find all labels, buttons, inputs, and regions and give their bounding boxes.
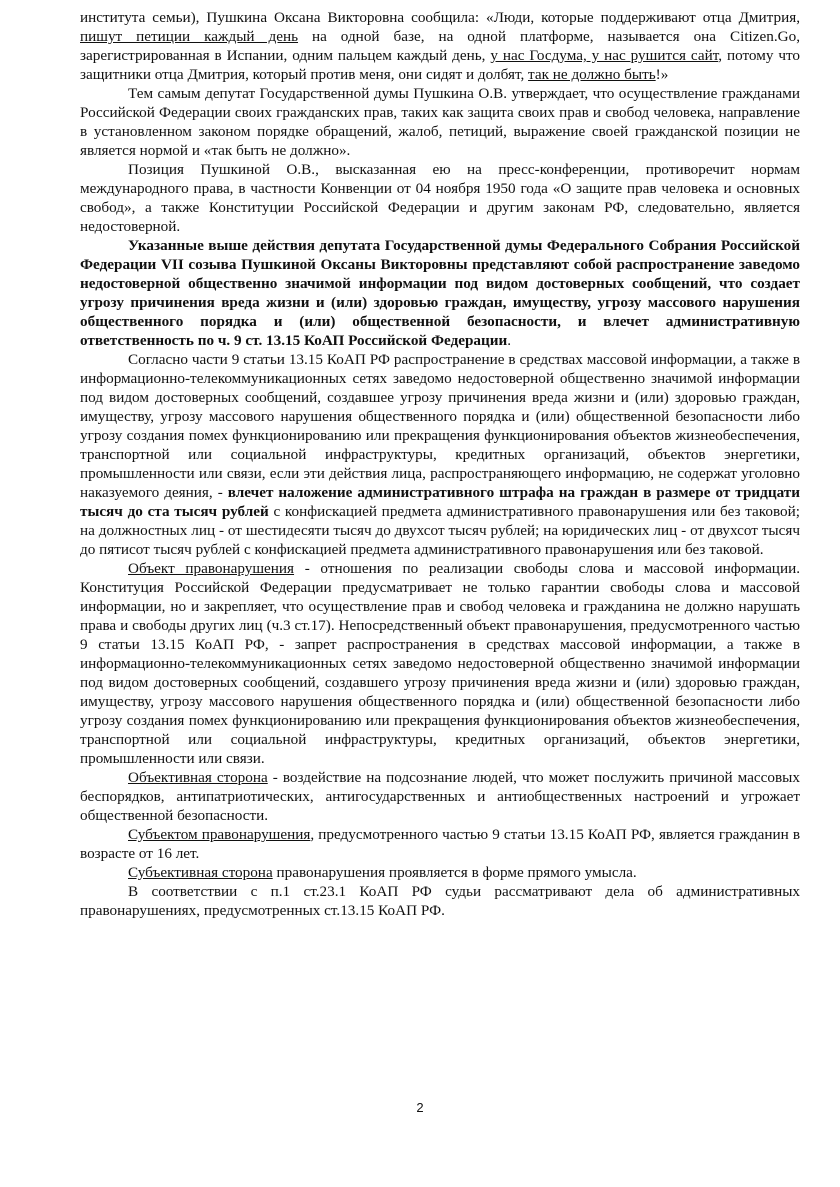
paragraph-text: Согласно части 9 статьи 13.15 КоАП РФ распространение в средствах массовой информации, а также в информационно-телекоммуникационных сетях заведомо недостоверной общественно значимой информации под видом достоверных сообщений, создавшее угрозу причинения вреда жизни и (или) здоровью граждан, имуществу, угрозу массового нарушения общественного порядка и (или) общественной безопасности либо угрозу создания помех функционированию или прекращения функционирования объектов жизнеобеспечения, транспортной или социальной инфраструктуры, кредитных организаций, объектов энергетики, промышленности или связи, если эти действия лица, распространяющего информацию, не содержат уголовно наказуемого деяния, - bbox=[80, 351, 800, 501]
paragraph-text: с конфискацией предмета административного правонарушения или без таковой; на должностных лиц - от шестидесяти тысяч до двухсот тысяч рублей; на юридических лиц - от двухсот тысяч до пятисот тысяч рублей с конфискацией предмета административного правонарушения или без таковой. bbox=[80, 503, 801, 558]
paragraph-text: института семьи), Пушкина Оксана Викторовна сообщила: «Люди, которые поддерживают отца Дмитрия, bbox=[80, 9, 800, 26]
paragraph-text: правонарушения проявляется в форме прямого умысла. bbox=[272, 864, 637, 881]
paragraph-text: !» bbox=[655, 66, 669, 83]
underlined-phrase: пишут петиции каждый день bbox=[80, 28, 299, 45]
bold-penalty: влечет наложение административного штрафа на граждан в размере от тридцати тысяч до ста тысяч рублей bbox=[80, 484, 800, 520]
paragraph-subject bbox=[80, 825, 800, 863]
paragraph-objective-side bbox=[80, 768, 800, 825]
heading-objective-side: Объективная сторона bbox=[128, 769, 268, 786]
heading-subject: Субъектом правонарушения bbox=[128, 826, 311, 843]
heading-subjective-side: Субъективная сторона bbox=[128, 864, 273, 881]
paragraph-subjective-side bbox=[80, 863, 800, 882]
heading-object: Объект правонарушения bbox=[128, 560, 295, 577]
paragraph-text: - отношения по реализации свободы слова и массовой информации. Конституция Российской Федерации предусматривает не только гарантии свободы слова и массовой информации, но и закрепляет, что осуществление прав и свобод человека и гражданина не должно нарушать права и свободы других лиц (ч.3 ст.17). Непосредственный объект правонарушения, предусмотренного частью 9 статьи 13.15 КоАП РФ, - запрет распространения в средствах массовой информации, а также в информационно-телекоммуникационных сетях заведомо недостоверной общественно значимой информации под видом достоверных сообщений, создавшего угрозу причинения вреда жизни и (или) здоровью граждан, имуществу, угрозу массового нарушения общественного порядка и (или) общественной безопасности либо угрозу создания помех функционированию или прекращения функционирования объектов жизнеобеспечения, транспортной или социальной инфраструктуры, кредитных организаций, объектов энергетики, промышленности или связи. bbox=[80, 560, 800, 767]
document-page bbox=[80, 8, 800, 920]
paragraph-article bbox=[80, 350, 800, 559]
paragraph-deputy-claim: Тем самым депутат Государственной думы Пушкина О.В. утверждает, что осуществление гражданами Российской Федерации своих гражданских прав, таких как защита своих прав и свобод человека, направление в установленном законом порядке обращений, жалоб, петиций, выражение своей гражданской позиции не является нормой и «так быть не должно». bbox=[80, 85, 800, 159]
paragraph-text: . bbox=[507, 332, 512, 349]
page-number: 2 bbox=[416, 1100, 424, 1115]
paragraph-text: - воздействие на подсознание людей, что может послужить причиной массовых беспорядков, антипатриотических, антигосударственных и антиобщественных настроений и угрожает общественной безопасности. bbox=[80, 769, 800, 824]
paragraph-text: , потому что защитники отца Дмитрия, который против меня, они сидят и долбят, bbox=[80, 47, 800, 83]
underlined-phrase: у нас Госдума, у нас рушится сайт bbox=[490, 47, 719, 64]
paragraph-jurisdiction: В соответствии с п.1 ст.23.1 КоАП РФ судьи рассматривают дела об административных правонарушениях, предусмотренных ст.13.15 КоАП РФ. bbox=[80, 883, 800, 919]
paragraph-text: на одной базе, на одной платформе, называется она Citizen.Go, зарегистрированная в Испании, одним пальцем каждый день, bbox=[80, 28, 800, 64]
paragraph-quote bbox=[80, 8, 800, 84]
paragraph-position: Позиция Пушкиной О.В., высказанная ею на пресс-конференции, противоречит нормам международного права, в частности Конвенции от 04 ноября 1950 года «О защите прав человека и основных свобод», а также Конституции Российской Федерации и другим законам РФ, следовательно, является недостоверной. bbox=[80, 161, 800, 235]
underlined-phrase: так не должно быть bbox=[528, 66, 656, 83]
bold-conclusion: Указанные выше действия депутата Государственной думы Федерального Собрания Российской Федерации VII созыва Пушкиной Оксаны Викторовны представляют собой распространение заведомо недостоверной общественно значимой информации под видом достоверных сообщений, что создает угрозу причинения вреда жизни и (или) здоровью граждан, имуществу, угрозу массового нарушения общественного порядка и (или) общественной безопасности, и влечет административную ответственность по ч. 9 ст. 13.15 КоАП Российской Федерации bbox=[80, 237, 800, 349]
paragraph-text: , предусмотренного частью 9 статьи 13.15 КоАП РФ, является гражданин в возрасте от 16 лет. bbox=[80, 826, 801, 862]
paragraph-object bbox=[80, 559, 800, 768]
paragraph-conclusion bbox=[80, 236, 800, 350]
